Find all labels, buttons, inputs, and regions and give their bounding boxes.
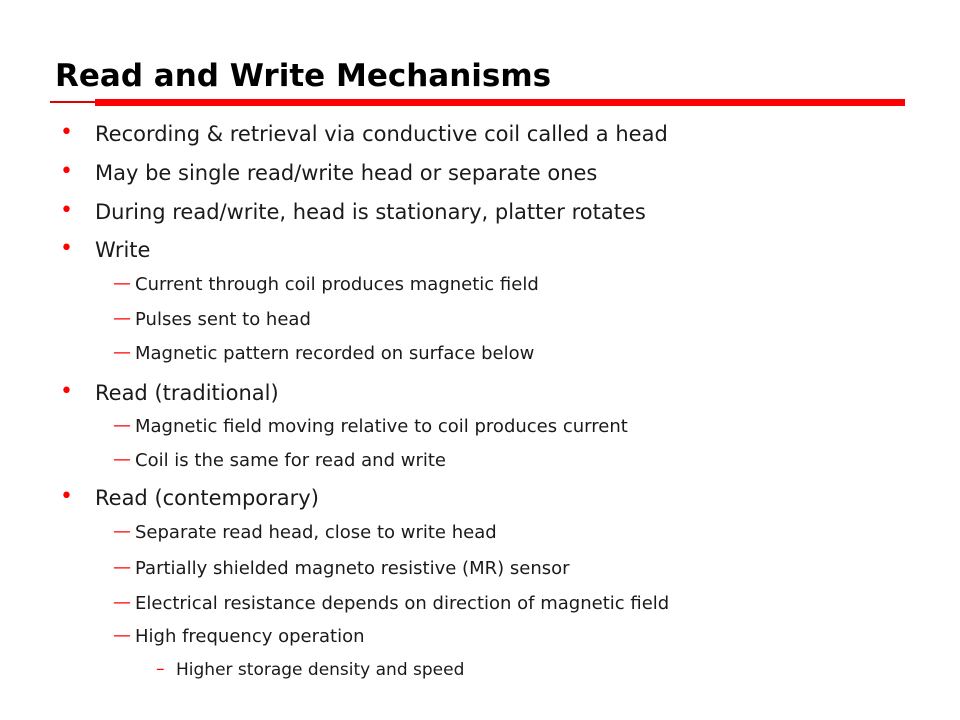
sub-bullet-item: [113, 449, 446, 472]
dash-icon: —: [113, 625, 131, 646]
bullet-icon: •: [60, 236, 73, 261]
sub-bullet-item: [113, 415, 628, 438]
sub-bullet-text: Coil is the same for read and write: [135, 450, 446, 471]
bullet-item: [60, 120, 668, 147]
bullet-icon: •: [60, 159, 73, 184]
sub-bullet-item: [113, 557, 570, 580]
title-underline: [50, 99, 905, 106]
bullet-item: [60, 379, 279, 406]
sub-bullet-text: Current through coil produces magnetic field: [135, 274, 539, 295]
sub-bullet-item: [113, 521, 497, 544]
sub-sub-bullet-item: [156, 659, 465, 680]
sub-bullet-text: Magnetic field moving relative to coil produces current: [135, 416, 628, 437]
sub-bullet-text: Separate read head, close to write head: [135, 522, 497, 543]
bullet-text: Read (traditional): [95, 381, 279, 405]
bullet-item: [60, 236, 151, 263]
sub-bullet-item: [113, 625, 365, 648]
bullet-icon: •: [60, 120, 73, 145]
sub-bullet-text: High frequency operation: [135, 626, 365, 647]
bullet-text: May be single read/write head or separate ones: [95, 161, 598, 185]
bullet-text: During read/write, head is stationary, platter rotates: [95, 200, 646, 224]
bullet-item: [60, 159, 598, 186]
bullet-icon: •: [60, 484, 73, 509]
bullet-icon: •: [60, 379, 73, 404]
dash-icon: —: [113, 557, 131, 578]
sub-bullet-item: [113, 342, 535, 365]
sub-bullet-item: [113, 592, 670, 615]
dash-icon: —: [113, 521, 131, 542]
dash-icon: —: [113, 449, 131, 470]
en-dash-icon: –: [156, 659, 165, 679]
bullet-item: [60, 484, 319, 511]
sub-bullet-text: Pulses sent to head: [135, 309, 311, 330]
slide-title: Read and Write Mechanisms: [55, 58, 552, 94]
sub-bullet-item: [113, 308, 311, 331]
sub-bullet-text: Electrical resistance depends on direction of magnetic field: [135, 593, 670, 614]
dash-icon: —: [113, 273, 131, 294]
bullet-text: Read (contemporary): [95, 486, 319, 510]
sub-sub-bullet-text: Higher storage density and speed: [176, 660, 465, 680]
dash-icon: —: [113, 308, 131, 329]
dash-icon: —: [113, 415, 131, 436]
bullet-text: Write: [95, 238, 151, 262]
bullet-text: Recording & retrieval via conductive coil called a head: [95, 122, 668, 146]
bullet-item: [60, 198, 646, 225]
dash-icon: —: [113, 592, 131, 613]
sub-bullet-text: Partially shielded magneto resistive (MR) sensor: [135, 558, 570, 579]
sub-bullet-item: [113, 273, 539, 296]
dash-icon: —: [113, 342, 131, 363]
sub-bullet-text: Magnetic pattern recorded on surface below: [135, 343, 535, 364]
bullet-icon: •: [60, 198, 73, 223]
